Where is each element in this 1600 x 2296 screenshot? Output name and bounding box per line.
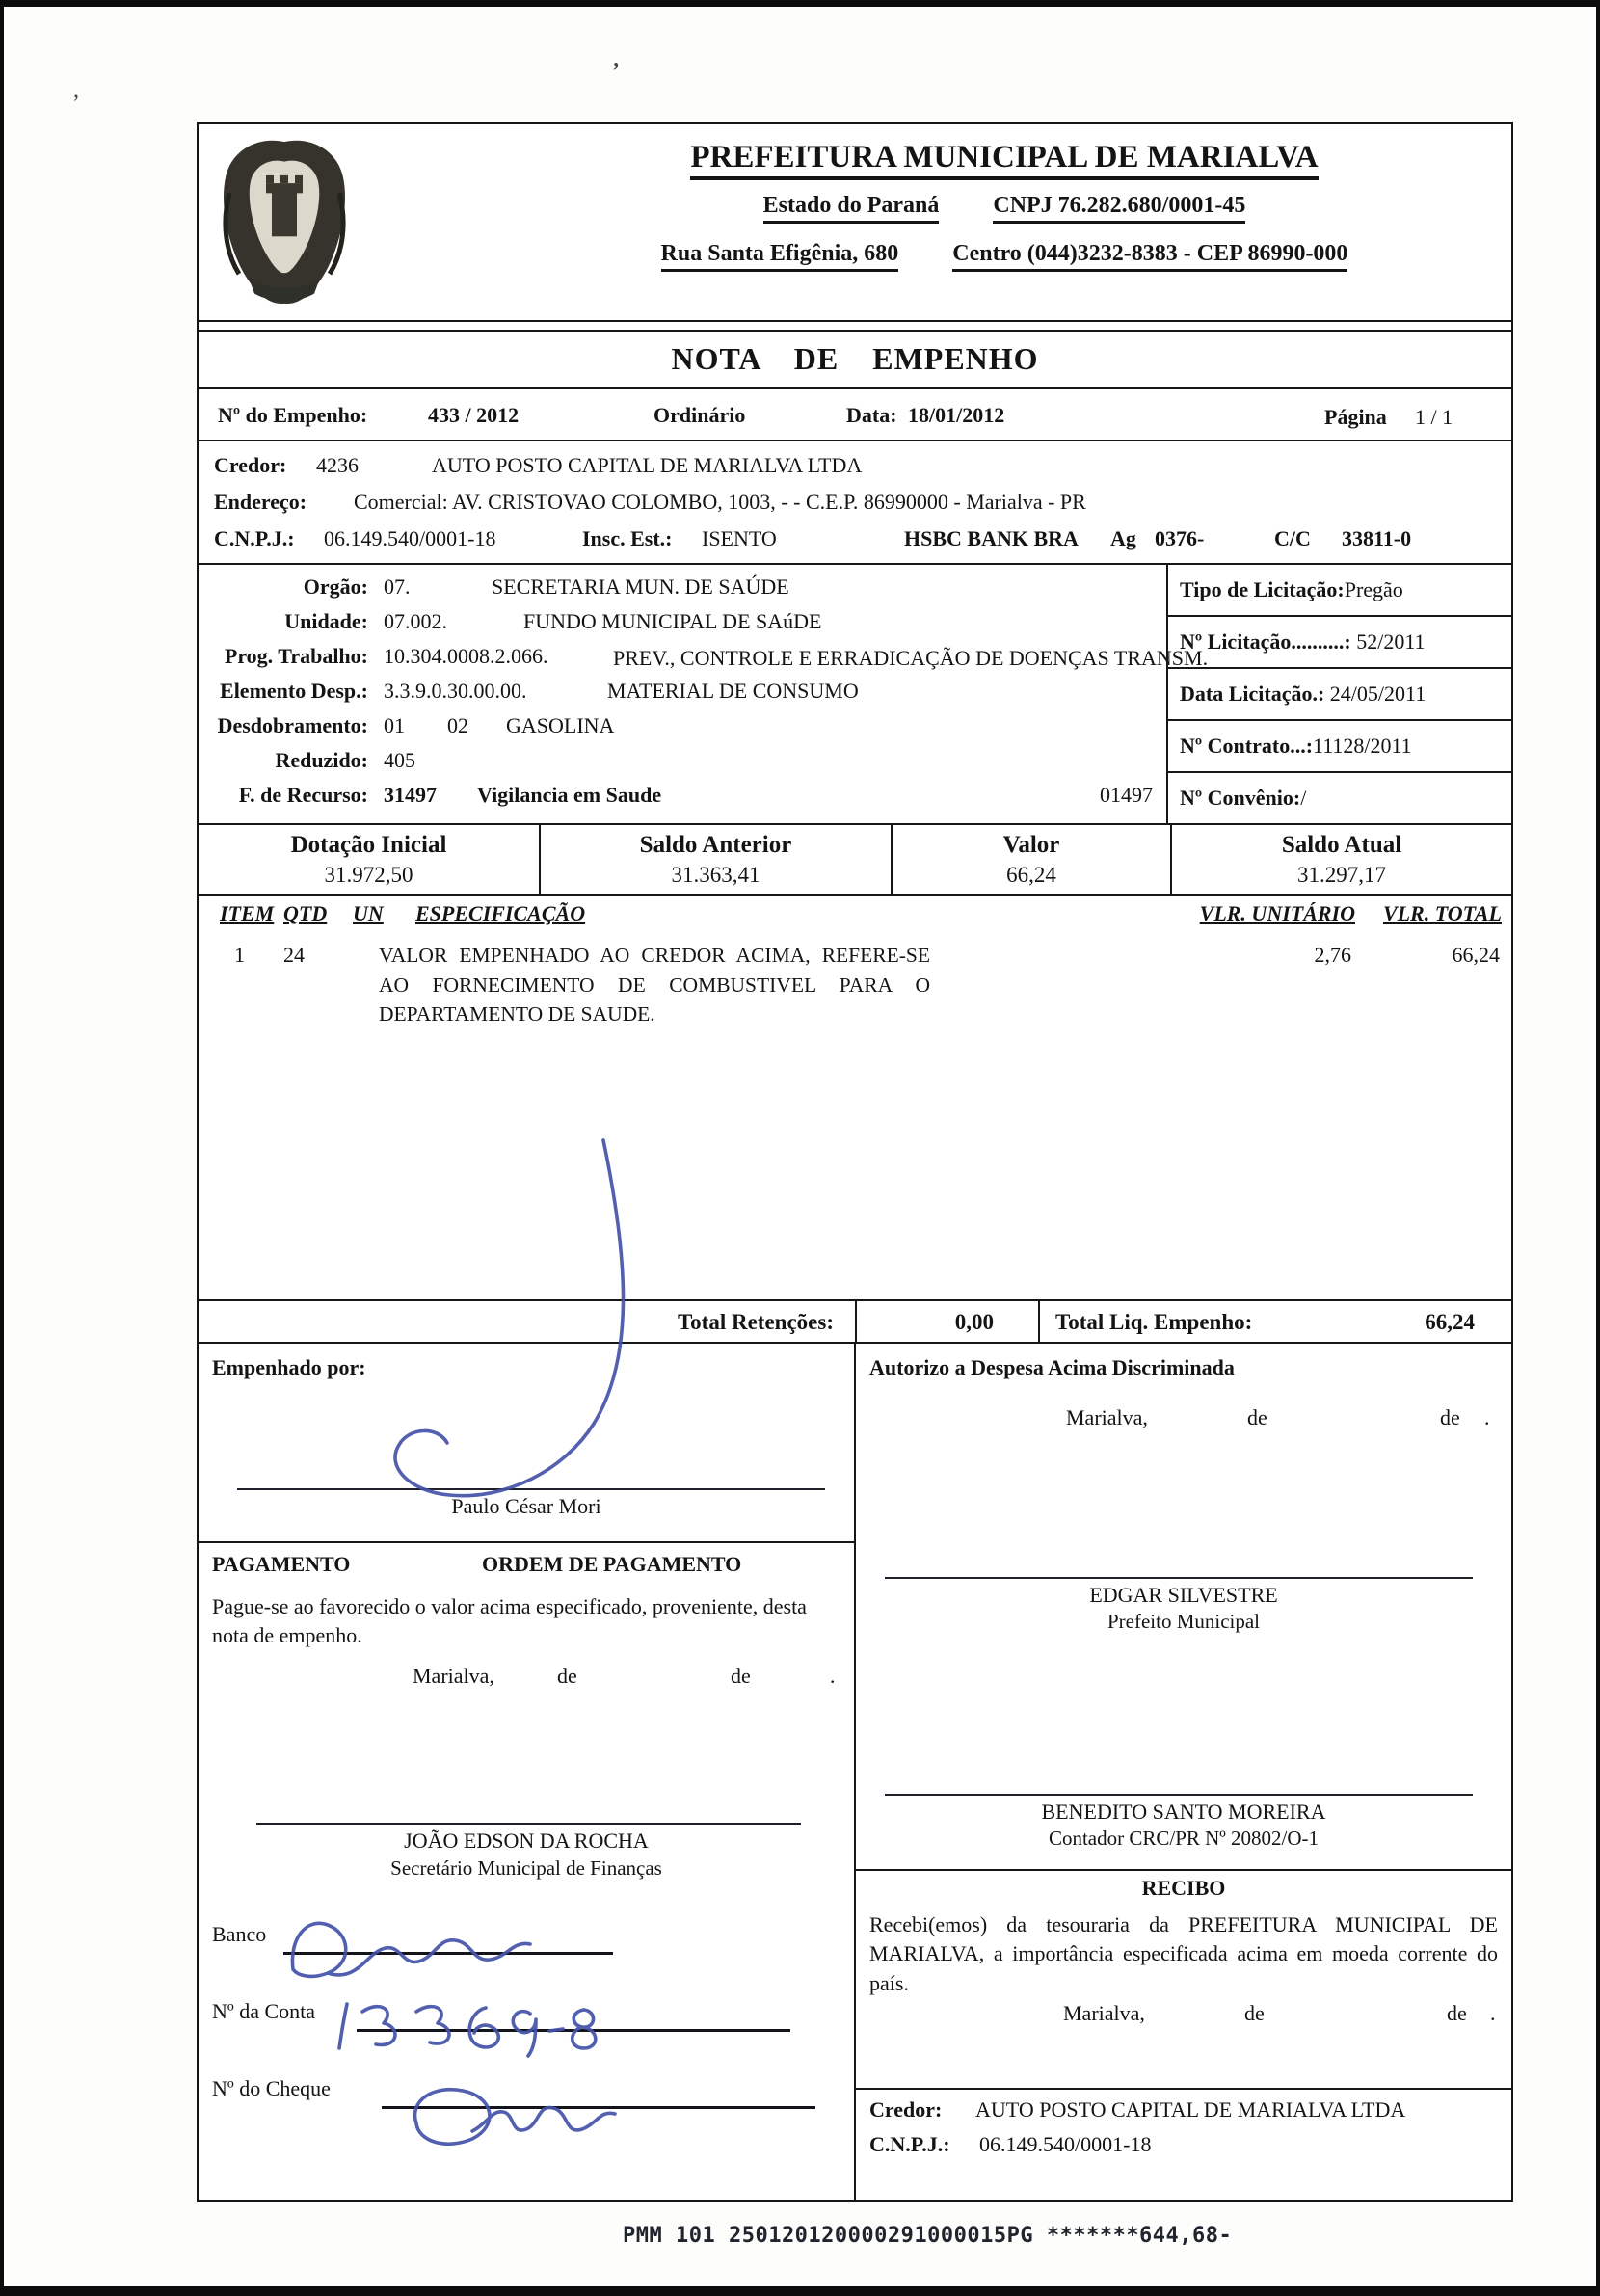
contrato-value: 11128/2011 — [1313, 734, 1412, 758]
empenho-number-label: Nº do Empenho: — [218, 403, 368, 427]
dotacao-inicial-header: Dotação Inicial — [290, 832, 447, 858]
signature-line-prefeito — [885, 1577, 1473, 1579]
licitacao-data-value: 24/05/2011 — [1324, 681, 1427, 706]
col-vlr-total-header: VLR. TOTAL — [1382, 901, 1502, 925]
document-title-bar — [199, 330, 1511, 389]
unidade-label: Unidade: — [284, 609, 368, 633]
f-recurso-label: F. de Recurso: — [238, 783, 368, 807]
header-state: Estado do Paraná — [763, 193, 940, 224]
autorizo-ponto: . — [1484, 1405, 1490, 1429]
valor-cell — [893, 825, 1172, 894]
doc-title: NOTA DE EMPENHO — [671, 341, 1039, 376]
items-header-row — [199, 896, 1511, 931]
empenho-date-label: Data: — [846, 403, 897, 427]
nota-de-empenho-form — [197, 122, 1513, 2202]
prog-trabalho-desc: PREV., CONTROLE E ERRADICAÇÃO DE DOENÇAS TRANSM. — [613, 646, 1209, 670]
elemento-desp-desc: MATERIAL DE CONSUMO — [607, 679, 859, 703]
header-text-block — [517, 140, 1492, 272]
item-vlr-unitario: 2,76 — [1314, 943, 1351, 967]
item-especificacao: VALOR EMPENHADO AO CREDOR ACIMA, REFERE-SE AO FORNECIMENTO DE COMBUSTIVEL PARA O DEPARTAMENTO DE SAUDE. — [379, 944, 930, 1027]
cnpj-label: C.N.P.J.: — [214, 526, 295, 550]
agencia-value: 0376- — [1155, 526, 1205, 550]
insc-est-label: Insc. Est.: — [582, 526, 673, 550]
pagamento-ponto: . — [830, 1664, 836, 1688]
licitacao-tipo-row — [1168, 565, 1513, 617]
licitacao-numero-value: 52/2011 — [1350, 629, 1426, 654]
header-address: Rua Santa Efigênia, 680 — [661, 241, 899, 272]
dot-matrix-print-line: PMM 101 250120120000291000015PG *******644,68- — [623, 2224, 1233, 2248]
signatures-area — [199, 1344, 1511, 2200]
contador-title: Contador CRC/PR Nº 20802/O-1 — [1048, 1827, 1320, 1850]
col-qtd-header: QTD — [283, 901, 328, 925]
recibo-divider — [856, 1869, 1511, 1871]
right-signature-column — [856, 1344, 1511, 2200]
saldo-anterior-value: 31.363,41 — [671, 863, 760, 887]
dotacao-inicial-cell — [199, 825, 541, 894]
autorizo-de1: de — [1247, 1405, 1267, 1429]
convenio-value: / — [1300, 786, 1307, 810]
page-number-label: Página — [1324, 405, 1387, 429]
saldos-table — [199, 825, 1511, 896]
credor-label: Credor: — [214, 453, 287, 477]
banco-label: Banco — [212, 1922, 267, 1946]
unidade-code: 07.002. — [384, 609, 447, 633]
total-liquido-value: 66,24 — [1425, 1310, 1475, 1334]
total-retencoes-label: Total Retenções: — [199, 1301, 857, 1342]
autorizo-cidade: Marialva, — [1066, 1405, 1148, 1429]
contador-name: BENEDITO SANTO MOREIRA — [1041, 1800, 1326, 1824]
cheque-fill-line — [382, 2076, 815, 2109]
contrato-label: Nº Contrato...: — [1180, 734, 1314, 758]
prefeito-title: Prefeito Municipal — [1107, 1610, 1261, 1633]
recibo-de1: de — [1244, 2001, 1265, 2025]
credor-code: 4236 — [316, 453, 359, 477]
licitacao-numero-row — [1168, 617, 1513, 669]
licitacao-tipo-label: Tipo de Licitação: — [1180, 577, 1345, 601]
pagamento-label: PAGAMENTO — [212, 1552, 351, 1576]
header-cnpj: CNPJ 76.282.680/0001-45 — [993, 193, 1245, 224]
recibo-de2: de — [1447, 2001, 1467, 2025]
endereco-label: Endereço: — [214, 490, 307, 514]
valor-value: 66,24 — [1006, 863, 1056, 887]
orcamento-block — [199, 565, 1511, 825]
saldo-atual-header: Saldo Atual — [1281, 832, 1402, 858]
contrato-row — [1168, 721, 1513, 773]
reduzido-label: Reduzido: — [275, 748, 368, 772]
credor-block — [199, 441, 1511, 565]
banco-credor: HSBC BANK BRA — [904, 526, 1079, 550]
unidade-desc: FUNDO MUNICIPAL DE SAúDE — [523, 609, 822, 633]
convenio-row — [1168, 773, 1513, 825]
saldo-atual-value: 31.297,17 — [1297, 863, 1386, 887]
recibo-text: Recebi(emos) da tesouraria da PREFEITURA MUNICIPAL DE MARIALVA, a importância especificada acima em moeda corrente do país. — [869, 1912, 1498, 1995]
num-cheque-label: Nº do Cheque — [212, 2076, 331, 2100]
col-un-header: UN — [353, 901, 384, 925]
autorizo-label: Autorizo a Despesa Acima Discriminada — [869, 1355, 1235, 1379]
autorizo-de2: de — [1440, 1405, 1460, 1429]
licitacao-numero-label: Nº Licitação..........: — [1180, 629, 1351, 654]
items-body — [199, 931, 1511, 1299]
desdobramento-code: 01 — [384, 713, 405, 737]
signature-line-secretario — [256, 1823, 801, 1825]
secretario-title: Secretário Municipal de Finanças — [390, 1856, 662, 1880]
totals-row — [199, 1299, 1511, 1344]
saldo-anterior-header: Saldo Anterior — [639, 832, 792, 858]
recibo-title: RECIBO — [1141, 1876, 1226, 1900]
item-qtd: 24 — [283, 943, 305, 967]
empenho-type: Ordinário — [653, 403, 746, 427]
valor-header: Valor — [1002, 832, 1060, 858]
conta-fill-line — [357, 1999, 790, 2032]
dotacao-inicial-value: 31.972,50 — [324, 863, 413, 887]
recibo-credor-label: Credor: — [869, 2097, 943, 2122]
credor-name: AUTO POSTO CAPITAL DE MARIALVA LTDA — [432, 453, 863, 477]
document-header — [199, 124, 1511, 322]
empenhado-por-label: Empenhado por: — [212, 1355, 366, 1379]
licitacao-data-row — [1168, 669, 1513, 721]
signature-line-empenhado — [237, 1488, 825, 1490]
orgao-desc: SECRETARIA MUN. DE SAÚDE — [492, 574, 789, 599]
prefeito-name: EDGAR SILVESTRE — [1089, 1583, 1278, 1607]
saldo-anterior-cell — [541, 825, 893, 894]
orgao-code: 07. — [384, 574, 411, 599]
col-especificacao-header: ESPECIFICAÇÃO — [415, 901, 586, 925]
signature-line-contador — [885, 1794, 1473, 1796]
licitacao-column — [1166, 565, 1513, 823]
scan-artifact-comma: , — [73, 78, 79, 103]
pagamento-divider — [199, 1541, 854, 1543]
page-title: PREFEITURA MUNICIPAL DE MARIALVA — [690, 140, 1318, 180]
pagamento-de2: de — [731, 1664, 751, 1688]
recibo-credor-name: AUTO POSTO CAPITAL DE MARIALVA LTDA — [975, 2097, 1406, 2122]
banco-fill-line — [283, 1922, 613, 1955]
f-recurso-extra: 01497 — [1100, 783, 1153, 807]
total-liquido-cell — [1040, 1301, 1511, 1342]
recibo-cnpj-value: 06.149.540/0001-18 — [979, 2132, 1152, 2156]
total-liquido-label: Total Liq. Empenho: — [1055, 1310, 1253, 1334]
licitacao-data-label: Data Licitação.: — [1180, 681, 1325, 706]
ordem-pagamento-title: ORDEM DE PAGAMENTO — [482, 1552, 742, 1576]
cnpj-value: 06.149.540/0001-18 — [324, 526, 496, 550]
header-contact: Centro (044)3232-8383 - CEP 86990-000 — [952, 241, 1347, 272]
recibo-ponto: . — [1490, 2001, 1496, 2025]
elemento-desp-code: 3.3.9.0.30.00.00. — [384, 679, 527, 703]
num-conta-label: Nº da Conta — [212, 1999, 316, 2023]
orgao-label: Orgão: — [303, 574, 368, 599]
empenho-info-row — [199, 389, 1511, 441]
reduzido-code: 405 — [384, 748, 415, 772]
prog-trabalho-label: Prog. Trabalho: — [224, 644, 368, 668]
elemento-desp-label: Elemento Desp.: — [220, 679, 368, 703]
pagamento-cidade: Marialva, — [413, 1664, 494, 1688]
col-vlr-unitario-header: VLR. UNITÁRIO — [1199, 901, 1355, 925]
item-vlr-total: 66,24 — [1452, 943, 1500, 967]
desdobramento-desc: GASOLINA — [506, 713, 615, 737]
col-item-header: ITEM — [220, 901, 275, 925]
cc-value: 33811-0 — [1342, 526, 1412, 550]
endereco-value: Comercial: AV. CRISTOVAO COLOMBO, 1003, - - C.E.P. 86990000 - Marialva - PR — [354, 490, 1086, 514]
agencia-label: Ag — [1110, 526, 1136, 550]
municipal-coat-of-arms-icon — [212, 134, 357, 311]
empenho-number-value: 433 / 2012 — [428, 403, 520, 427]
insc-est-value: ISENTO — [702, 526, 777, 550]
secretario-name: JOÃO EDSON DA ROCHA — [404, 1829, 649, 1853]
total-retencoes-value: 0,00 — [857, 1301, 1040, 1342]
item-number: 1 — [234, 943, 245, 967]
licitacao-tipo-value: Pregão — [1344, 577, 1403, 601]
empenho-date-value: 18/01/2012 — [908, 403, 1005, 427]
recibo-cidade: Marialva, — [1063, 2001, 1145, 2025]
ordem-pagamento-text: Pague-se ao favorecido o valor acima especificado, proveniente, desta nota de empenho. — [212, 1594, 807, 1648]
left-signature-column — [199, 1344, 856, 2200]
desdobramento-code2: 02 — [447, 713, 468, 737]
scan-artifact-tick: ʼ — [611, 57, 621, 89]
desdobramento-label: Desdobramento: — [217, 713, 368, 737]
f-recurso-desc: Vigilancia em Saude — [477, 783, 662, 807]
page-number-value: 1 / 1 — [1415, 405, 1453, 429]
empenhado-signer-name: Paulo César Mori — [451, 1494, 601, 1518]
prog-trabalho-code: 10.304.0008.2.066. — [384, 644, 548, 668]
f-recurso-code: 31497 — [384, 783, 437, 807]
cc-label: C/C — [1274, 526, 1311, 550]
pagamento-de1: de — [557, 1664, 577, 1688]
credor-strip-divider — [856, 2088, 1511, 2090]
convenio-label: Nº Convênio: — [1180, 786, 1301, 810]
recibo-cnpj-label: C.N.P.J.: — [869, 2132, 950, 2156]
saldo-atual-cell — [1172, 825, 1511, 894]
